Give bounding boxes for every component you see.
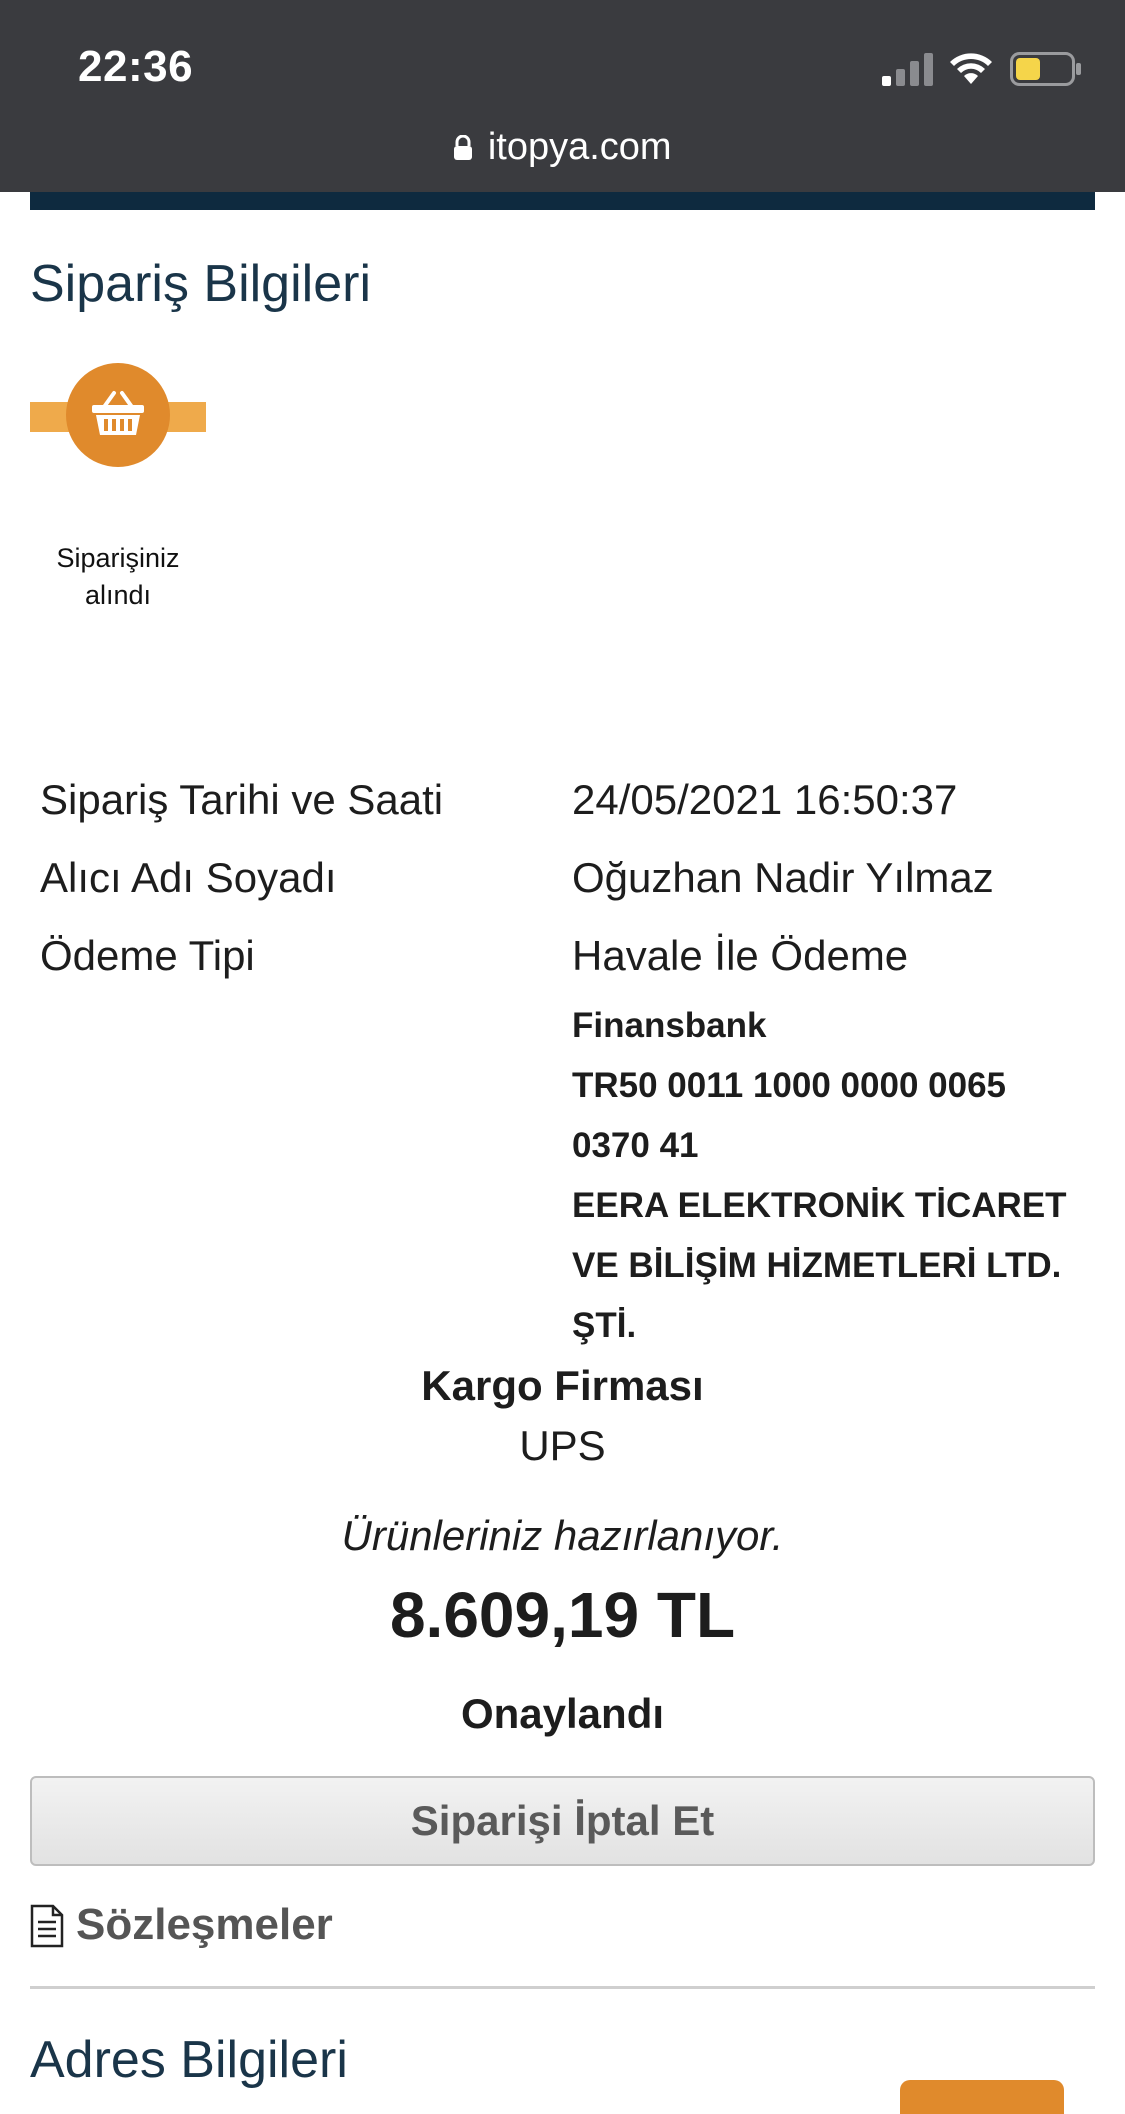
- address-bar[interactable]: [0, 126, 1125, 169]
- payment-type-value: Havale İle Ödeme: [572, 932, 909, 979]
- cargo-label: Kargo Firması: [421, 1362, 704, 1409]
- order-date-label: Sipariş Tarihi ve Saati: [40, 776, 444, 823]
- contracts-label: Sözleşmeler: [76, 1900, 333, 1949]
- recipient-value: Oğuzhan Nadir Yılmaz: [572, 854, 994, 901]
- bank-details: [572, 996, 1092, 1356]
- battery-icon: [1010, 52, 1082, 86]
- basket-icon: [90, 389, 146, 439]
- recipient-label: Alıcı Adı Soyadı: [40, 854, 337, 901]
- order-total: 8.609,19 TL: [389, 1579, 736, 1651]
- order-status: Onaylandı: [460, 1690, 665, 1737]
- status-and-url-bar: [0, 0, 1125, 192]
- clock: 22:36: [78, 42, 194, 91]
- document-icon: [30, 1904, 64, 1948]
- iban: TR50 0011 1000 0000 0065 0370 41: [572, 1066, 1006, 1165]
- header-strip: [30, 192, 1095, 210]
- bank-name: Finansbank: [572, 1006, 767, 1045]
- divider: [30, 1986, 1095, 1989]
- company-name: EERA ELEKTRONİK TİCARET VE BİLİŞİM HİZMETLERİ LTD. ŞTİ.: [572, 1186, 1067, 1345]
- order-received-step: [66, 363, 170, 467]
- payment-type-label: Ödeme Tipi: [40, 932, 255, 979]
- order-info-title: Sipariş Bilgileri: [30, 255, 371, 313]
- cellular-signal-icon: [880, 52, 936, 86]
- preparing-text: Ürünleriniz hazırlanıyor.: [341, 1512, 784, 1559]
- order-date-value: 24/05/2021 16:50:37: [572, 776, 958, 823]
- cargo-value: UPS: [519, 1422, 606, 1469]
- address-action-button[interactable]: [900, 2080, 1064, 2114]
- address-info-title: Adres Bilgileri: [30, 2031, 348, 2089]
- step-label: Siparişiniz alındı: [56, 543, 180, 610]
- lock-icon: [453, 135, 473, 161]
- url-text: itopya.com: [487, 126, 672, 168]
- wifi-icon: [948, 50, 994, 86]
- cancel-order-button[interactable]: Siparişi İptal Et: [30, 1776, 1095, 1866]
